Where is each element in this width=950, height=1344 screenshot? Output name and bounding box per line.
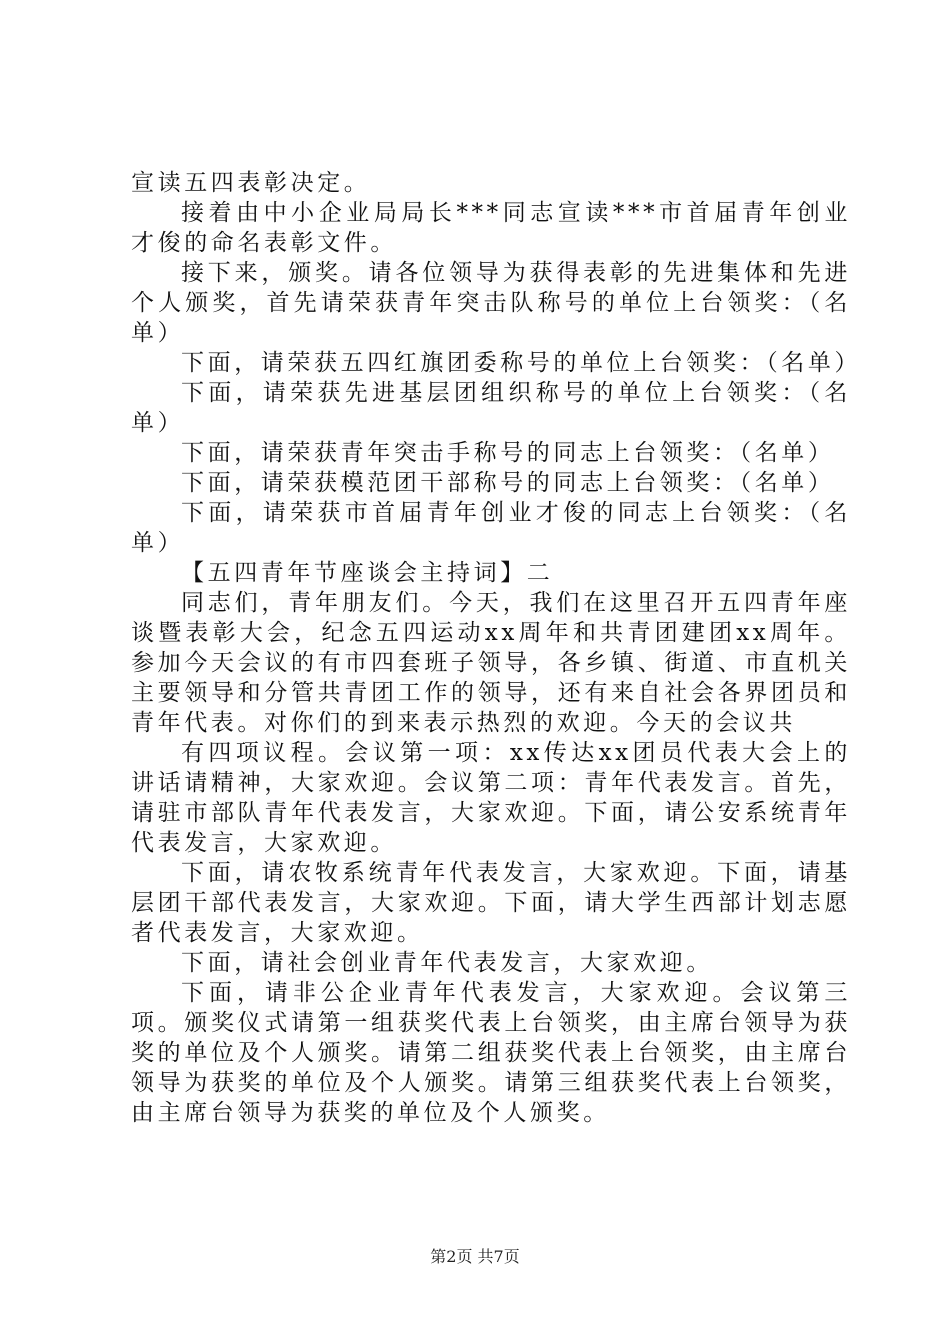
paragraph-8: 下面，请荣获市首届青年创业才俊的同志上台领奖：（名单） [131,500,851,556]
paragraph-4: 下面，请荣获五四红旗团委称号的单位上台领奖：（名单） [181,350,862,376]
section-heading: 【五四青年节座谈会主持词】二 [181,560,554,586]
paragraph-3: 接下来，颁奖。请各位领导为获得表彰的先进集体和先进个人颁奖，首先请荣获青年突击队称号的单位上台领奖：（名单） [131,260,851,346]
paragraph-1: 宣读五四表彰决定。 [131,170,371,196]
paragraph-13: 下面，请社会创业青年代表发言，大家欢迎。 [181,950,713,976]
document-body [131,168,862,1128]
paragraph-11: 有四项议程。会议第一项：xx传达xx团员代表大会上的讲话请精神，大家欢迎。会议第二项：青年代表发言。首先，请驻市部队青年代表发言，大家欢迎。下面，请公安系统青年代表发言，大家欢迎。 [131,740,851,856]
paragraph-14: 下面，请非公企业青年代表发言，大家欢迎。会议第三项。颁奖仪式请第一组获奖代表上台领奖，由主席台领导为获奖的单位及个人颁奖。请第二组获奖代表上台领奖，由主席台领导为获奖的单位及个人颁奖。请第三组获奖代表上台领奖，由主席台领导为获奖的单位及个人颁奖。 [131,980,851,1126]
paragraph-10: 同志们，青年朋友们。今天，我们在这里召开五四青年座谈暨表彰大会，纪念五四运动xx周年和共青团建团xx周年。参加今天会议的有市四套班子领导，各乡镇、街道、市直机关主要领导和分管共青团工作的领导，还有来自社会各界团员和青年代表。对你们的到来表示热烈的欢迎。今天的会议共 [131,590,851,736]
paragraph-2: 接着由中小企业局局长***同志宣读***市首届青年创业才俊的命名表彰文件。 [131,200,851,256]
paragraph-5: 下面，请荣获先进基层团组织称号的单位上台领奖：（名单） [131,380,851,436]
paragraph-12: 下面，请农牧系统青年代表发言，大家欢迎。下面，请基层团干部代表发言，大家欢迎。下面，请大学生西部计划志愿者代表发言，大家欢迎。 [131,860,851,946]
page-number-footer: 第2页 共7页 [430,1247,520,1266]
paragraph-7: 下面，请荣获模范团干部称号的同志上台领奖：（名单） [181,470,835,496]
paragraph-6: 下面，请荣获青年突击手称号的同志上台领奖：（名单） [181,440,835,466]
